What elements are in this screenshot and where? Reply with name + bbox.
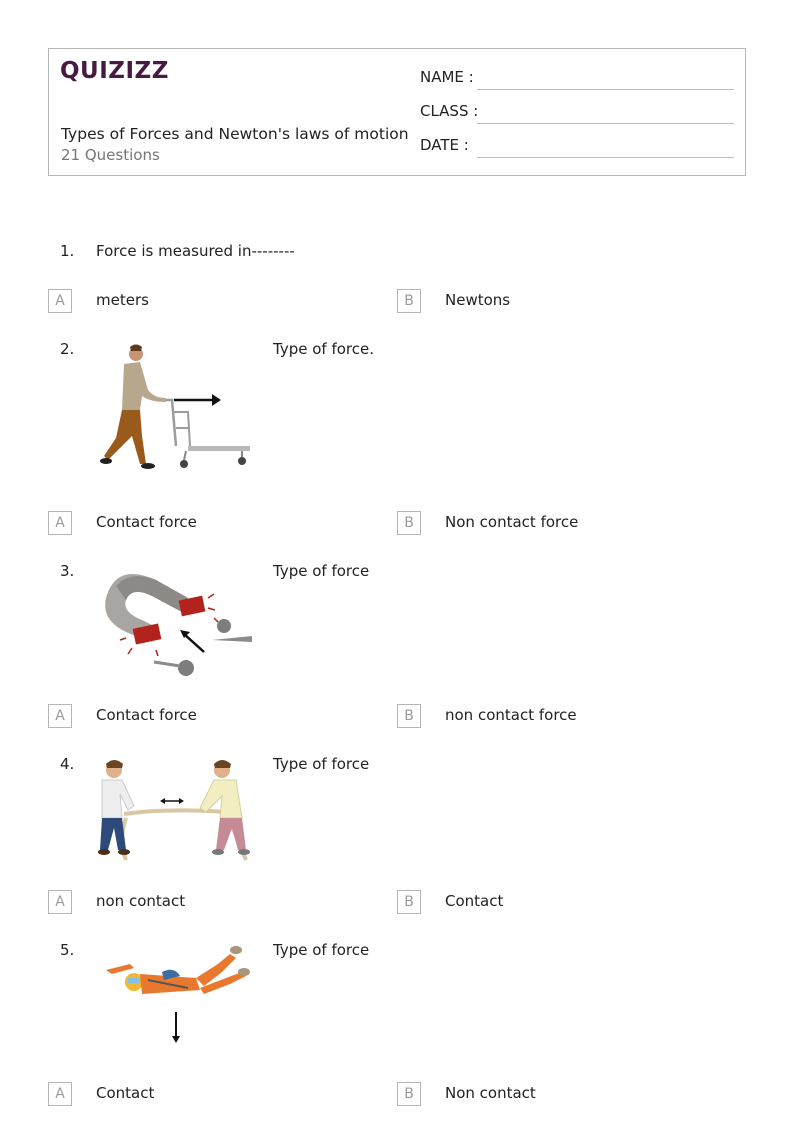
skydiver-illustration [100, 942, 252, 1046]
option-text[interactable]: Contact force [96, 706, 197, 724]
question-text: Type of force [273, 755, 370, 773]
option-text[interactable]: Contact force [96, 513, 197, 531]
option-letter[interactable]: B [397, 704, 421, 728]
option-text[interactable]: Contact [96, 1084, 155, 1102]
option-text[interactable]: Non contact force [445, 513, 579, 531]
date-line[interactable] [477, 157, 734, 158]
question-number: 3. [60, 562, 75, 580]
option-text[interactable]: Newtons [445, 291, 511, 309]
tug-of-war-illustration [96, 756, 252, 866]
question-text: Type of force [273, 562, 370, 580]
person-pushing-cart-illustration [96, 340, 258, 475]
option-letter[interactable]: A [48, 289, 72, 313]
question-text: Type of force. [273, 340, 374, 358]
class-label: CLASS : [420, 102, 479, 120]
option-letter[interactable]: B [397, 289, 421, 313]
date-label: DATE : [420, 136, 469, 154]
option-text[interactable]: Contact [445, 892, 504, 910]
date-field[interactable] [420, 136, 734, 160]
worksheet-title: Types of Forces and Newton's laws of motion [61, 125, 409, 143]
option-letter[interactable]: A [48, 704, 72, 728]
option-letter[interactable]: A [48, 1082, 72, 1106]
option-letter[interactable]: A [48, 511, 72, 535]
option-text[interactable]: non contact [96, 892, 186, 910]
name-field[interactable] [420, 68, 734, 92]
option-letter[interactable]: B [397, 890, 421, 914]
option-text[interactable]: non contact force [445, 706, 577, 724]
option-letter[interactable]: A [48, 890, 72, 914]
option-letter[interactable]: B [397, 1082, 421, 1106]
option-text[interactable]: meters [96, 291, 149, 309]
question-text: Type of force [273, 941, 370, 959]
question-number: 5. [60, 941, 75, 959]
option-letter[interactable]: B [397, 511, 421, 535]
question-number: 2. [60, 340, 75, 358]
class-line[interactable] [477, 123, 734, 124]
name-label: NAME : [420, 68, 474, 86]
option-text[interactable]: Non contact [445, 1084, 536, 1102]
question-number: 4. [60, 755, 75, 773]
question-text: Force is measured in-------- [96, 242, 295, 260]
question-number: 1. [60, 242, 75, 260]
quizizz-logo: QUIZIZZ [60, 58, 169, 84]
class-field[interactable] [420, 102, 734, 126]
name-line[interactable] [477, 89, 734, 90]
horseshoe-magnet-illustration [96, 568, 258, 686]
question-count: 21 Questions [61, 146, 160, 164]
